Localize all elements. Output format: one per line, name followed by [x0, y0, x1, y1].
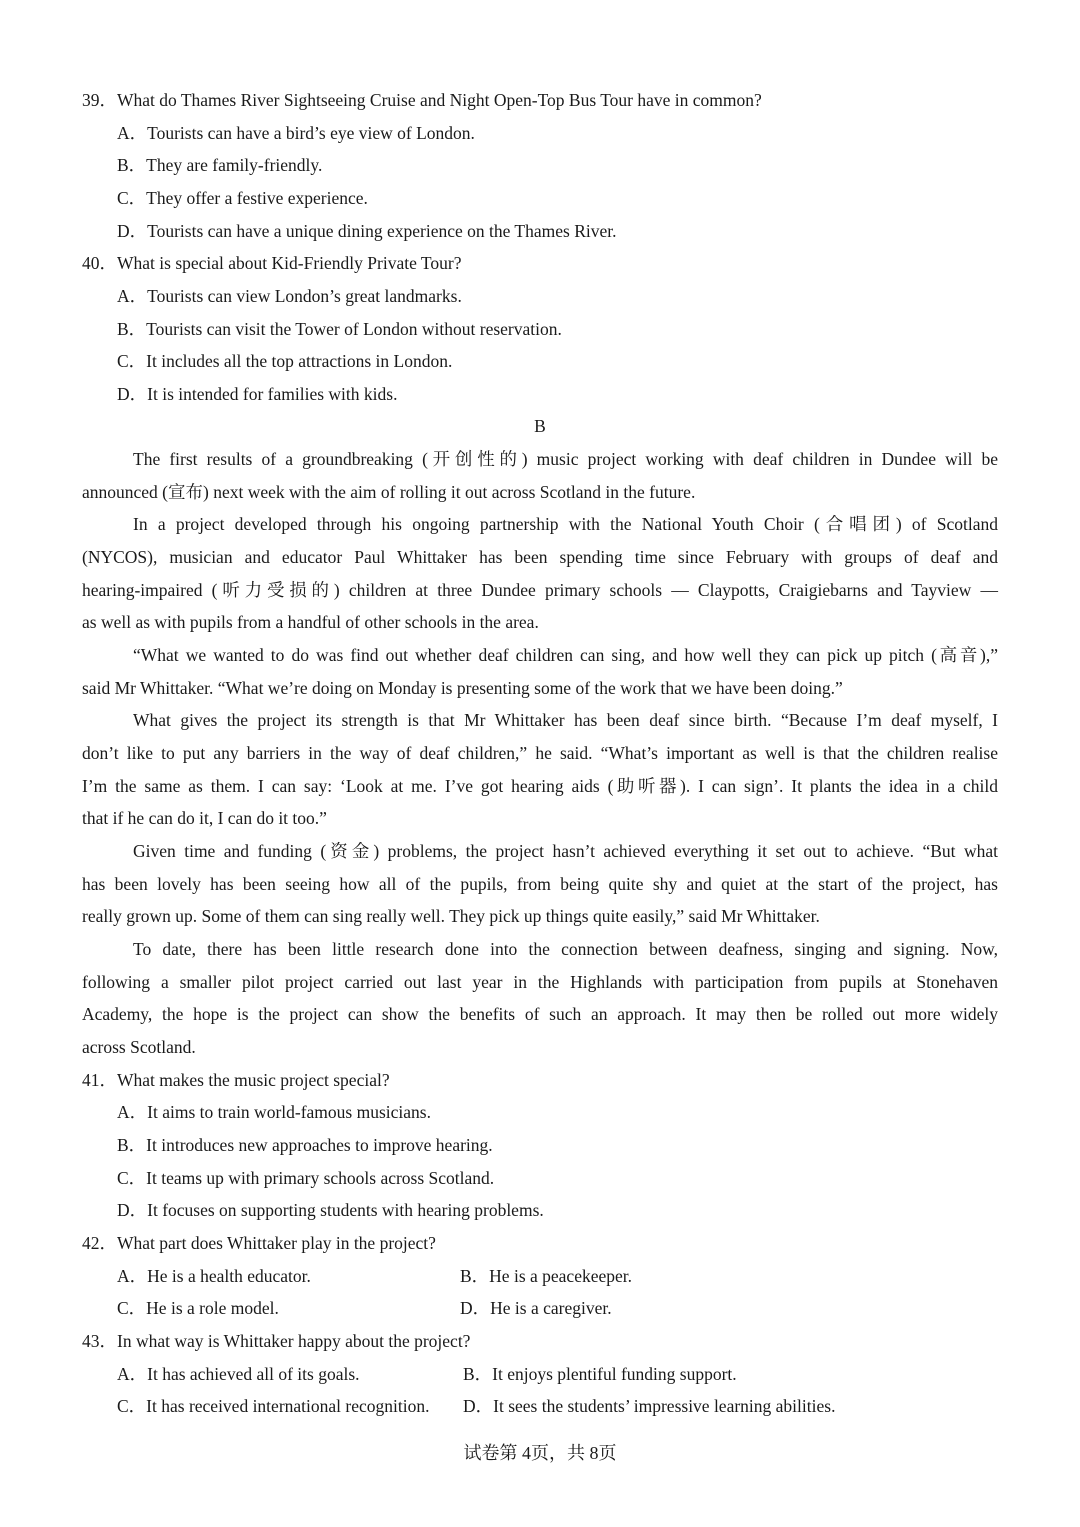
passage-line: said Mr Whittaker. “What we’re doing on Monday is presenting some of the work that we have been doing.” [82, 678, 843, 698]
question-39-stem: 39．What do Thames River Sightseeing Cruise and Night Open-Top Bus Tour have in common? [82, 90, 762, 110]
passage-line: “What we wanted to do was find out whether deaf children can sing, and how well they can pick up pitch (高音),” [133, 645, 998, 665]
passage-line: really grown up. Some of them can sing really well. They pick up things quite easily,” said Mr Whittaker. [82, 906, 820, 926]
question-42-option-c[interactable]: C．He is a role model. [117, 1298, 279, 1318]
question-41-option-a[interactable]: A．It aims to train world-famous musicians. [117, 1102, 431, 1122]
passage-line: hearing-impaired (听力受损的) children at three Dundee primary schools — Claypotts, Craigiebarns and Tayview — [82, 580, 998, 600]
page-number-footer: 试卷第 4页，共 8页 [463, 1443, 617, 1463]
question-43-option-b[interactable]: B．It enjoys plentiful funding support. [463, 1364, 737, 1384]
question-40-option-b[interactable]: B．Tourists can visit the Tower of London without reservation. [117, 319, 562, 339]
passage-line: Academy, the hope is the project can show the benefits of such an approach. It may then be rolled out more widely [82, 1004, 998, 1024]
passage-line: across Scotland. [82, 1037, 196, 1057]
passage-line: as well as with pupils from a handful of other schools in the area. [82, 612, 539, 632]
question-39-option-d[interactable]: D．Tourists can have a unique dining experience on the Thames River. [117, 221, 617, 241]
passage-line: To date, there has been little research done into the connection between deafness, singing and signing. Now, [133, 939, 998, 959]
question-42-option-b[interactable]: B．He is a peacekeeper. [460, 1266, 633, 1286]
question-42-option-d[interactable]: D．He is a caregiver. [460, 1298, 612, 1318]
question-39-option-a[interactable]: A．Tourists can have a bird’s eye view of London. [117, 123, 475, 143]
passage-line: Given time and funding (资金) problems, the project hasn’t achieved everything it set out to achieve. “But what [133, 841, 998, 861]
passage-line: I’m the same as them. I can say: ‘Look at me. I’ve got hearing aids (助听器). I can sign’. It plants the idea in a child [82, 776, 998, 796]
question-41-option-b[interactable]: B．It introduces new approaches to improve hearing. [117, 1135, 493, 1155]
question-43-option-c[interactable]: C．It has received international recognition. [117, 1396, 430, 1416]
passage-line: What gives the project its strength is that Mr Whittaker has been deaf since birth. “Because I’m deaf myself, I [133, 710, 998, 730]
passage-line: following a smaller pilot project carried out last year in the Highlands with participation from pupils at Stonehaven [82, 972, 998, 992]
question-41-option-c[interactable]: C．It teams up with primary schools across Scotland. [117, 1168, 495, 1188]
question-40-option-c[interactable]: C．It includes all the top attractions in London. [117, 351, 453, 371]
question-42-option-a[interactable]: A．He is a health educator. [117, 1266, 311, 1286]
question-41-stem: 41．What makes the music project special? [82, 1070, 390, 1090]
question-43-stem: 43．In what way is Whittaker happy about the project? [82, 1331, 471, 1351]
passage-line: has been lovely has been seeing how all of the pupils, from being quite shy and quiet at the start of the project, has [82, 874, 998, 894]
passage-line: don’t like to put any barriers in the way of deaf children,” he said. “What’s important as well is that the children realise [82, 743, 998, 763]
question-43-option-d[interactable]: D．It sees the students’ impressive learning abilities. [463, 1396, 836, 1416]
question-41-option-d[interactable]: D．It focuses on supporting students with hearing problems. [117, 1200, 544, 1220]
passage-line: The first results of a groundbreaking (开创性的) music project working with deaf children in Dundee will be [133, 449, 998, 469]
question-40-stem: 40．What is special about Kid-Friendly Private Tour? [82, 253, 462, 273]
question-39-option-c[interactable]: C．They offer a festive experience. [117, 188, 368, 208]
question-40-option-a[interactable]: A．Tourists can view London’s great landmarks. [117, 286, 462, 306]
passage-line: (NYCOS), musician and educator Paul Whittaker has been spending time since February with groups of deaf and [82, 547, 998, 567]
passage-line: In a project developed through his ongoing partnership with the National Youth Choir (合唱团) of Scotland [133, 514, 998, 534]
passage-line: announced (宣布) next week with the aim of rolling it out across Scotland in the future. [82, 482, 696, 502]
question-42-stem: 42．What part does Whittaker play in the project? [82, 1233, 436, 1253]
question-39-option-b[interactable]: B．They are family-friendly. [117, 155, 323, 175]
passage-line: that if he can do it, I can do it too.” [82, 808, 327, 828]
section-b-heading: B [534, 416, 546, 436]
question-40-option-d[interactable]: D．It is intended for families with kids. [117, 384, 398, 404]
question-43-option-a[interactable]: A．It has achieved all of its goals. [117, 1364, 360, 1384]
